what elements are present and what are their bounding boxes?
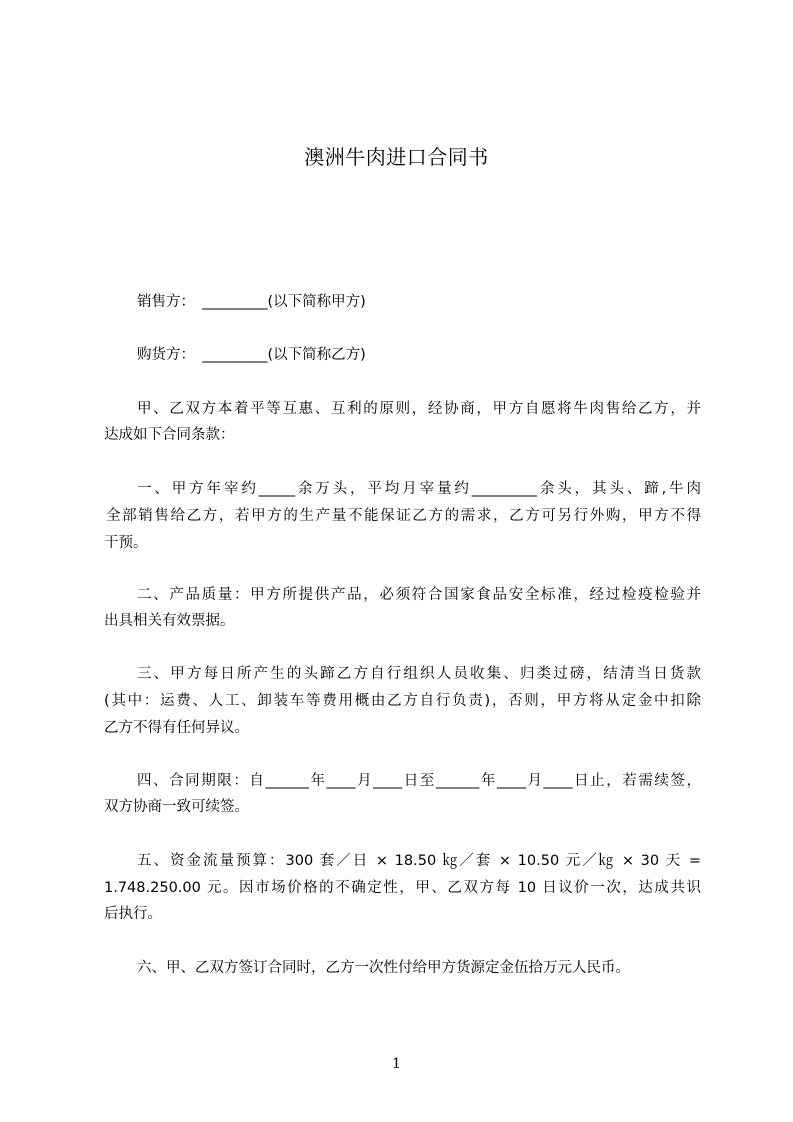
clause-5-line-1: 五、资金流量预算：300 套／日 × 18.50 ㎏／套 × 10.50 元／㎏ × 30 天 = <box>137 853 701 869</box>
clause-3-line-2: (其中：运费、人工、卸装车等费用概由乙方自行负责)，否则，甲方将从定金中扣除 <box>104 693 701 709</box>
clause-2-line-1: 二、产品质量：甲方所提供产品，必须符合国家食品安全标准，经过检疫检验并 <box>137 587 701 603</box>
clause-4-line-1: 四、合同期限：自______年____月____日至______年____月____日止，若需续签， <box>137 773 701 789</box>
clause-1-line-2: 全部销售给乙方，若甲方的生产量不能保证乙方的需求，乙方可另行外购，甲方不得 <box>106 508 701 524</box>
intro-line-1: 甲、乙双方本着平等互惠、互利的原则，经协商，甲方自愿将牛肉售给乙方，并 <box>137 401 701 417</box>
buyer-line: 购货方： _________(以下简称乙方) <box>137 347 366 363</box>
document-title: 澳洲牛肉进口合同书 <box>304 145 489 169</box>
clause-2-line-2: 出具相关有效票据。 <box>104 613 235 629</box>
clause-1-line-3: 干预。 <box>104 535 148 551</box>
clause-5-line-3: 后执行。 <box>104 906 162 922</box>
clause-3-line-1: 三、甲方每日所产生的头蹄乙方自行组织人员收集、归类过磅，结清当日货款 <box>137 666 701 682</box>
intro-line-2: 达成如下合同条款： <box>104 427 235 443</box>
clause-5-line-2: 1.748.250.00 元。因市场价格的不确定性，甲、乙双方每 10 日议价一次，达成共识 <box>104 880 701 896</box>
clause-6-line-1: 六、甲、乙双方签订合同时，乙方一次性付给甲方货源定金伍拾万元人民币。 <box>137 960 630 976</box>
clause-1-line-1: 一、甲方年宰约_____余万头，平均月宰量约_________余头，其头、蹄,牛肉 <box>137 481 701 497</box>
seller-line: 销售方： _________(以下简称甲方) <box>137 294 366 310</box>
page-number: 1 <box>392 1056 401 1072</box>
clause-4-line-2: 双方协商一致可续签。 <box>104 799 249 815</box>
clause-3-line-3: 乙方不得有任何异议。 <box>104 720 249 736</box>
